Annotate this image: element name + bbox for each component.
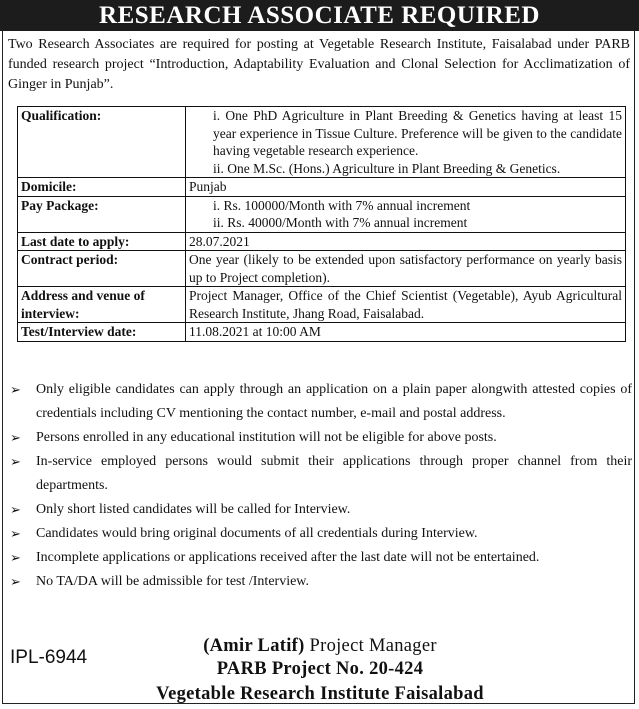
contract-value: One year (likely to be extended upon satisfactory performance on yearly basis up to Project completion).	[186, 251, 626, 287]
signatory-name: (Amir Latif)	[203, 636, 305, 656]
address-value: Project Manager, Office of the Chief Scientist (Vegetable), Ayub Agricultural Research Institute, Jhang Road, Faisalabad.	[186, 287, 626, 323]
last-date-value: 28.07.2021	[186, 232, 626, 251]
arrow-bullet-icon: ➢	[10, 526, 21, 541]
list-item-text: Persons enrolled in any educational institution will not be eligible for above posts.	[36, 430, 497, 445]
table-row	[18, 287, 626, 323]
pay-item-2: ii. Rs. 40000/Month with 7% annual increment	[213, 215, 468, 230]
list-item	[10, 546, 632, 570]
pay-value	[186, 196, 626, 232]
list-item	[10, 522, 632, 546]
pay-label: Pay Package:	[18, 196, 186, 232]
list-item-text: Incomplete applications or applications received after the last date will not be entertained.	[36, 550, 540, 565]
list-item-text: In-service employed persons would submit their applications through proper channel from their departments.	[36, 454, 632, 493]
list-item-text: Candidates would bring original documents of all credentials during Interview.	[36, 526, 478, 541]
table-row	[18, 178, 626, 197]
arrow-bullet-icon: ➢	[10, 454, 21, 469]
conditions-list	[10, 378, 632, 594]
qualification-label: Qualification:	[18, 107, 186, 178]
signatory-title: Project Manager	[309, 636, 437, 656]
table-row	[18, 232, 626, 251]
pay-item-1: i. Rs. 100000/Month with 7% annual increment	[213, 197, 471, 213]
domicile-label: Domicile:	[18, 178, 186, 197]
list-item-text: No TA/DA will be admissible for test /Interview.	[36, 574, 309, 589]
institute-name: Vegetable Research Institute Faisalabad	[156, 684, 484, 704]
arrow-bullet-icon: ➢	[10, 502, 21, 517]
qualification-item-1: i. One PhD Agriculture in Plant Breeding & Genetics having at least 15 year experience in Tissue Culture. Preference will be given to the candidate having vegetable research experience.	[213, 108, 622, 158]
ipl-number: IPL-6944	[10, 647, 88, 668]
list-item	[10, 498, 632, 522]
list-item	[10, 426, 632, 450]
list-item-text: Only short listed candidates will be called for Interview.	[36, 502, 351, 517]
list-item	[10, 378, 632, 426]
arrow-bullet-icon: ➢	[10, 574, 21, 589]
intro-paragraph: Two Research Associates are required for posting at Vegetable Research Institute, Faisalabad under PARB funded research project “Introduction, Adaptability Evaluation and Clonal Selection for Acclimatization of Ginger in Punjab”.	[8, 37, 630, 92]
qualification-value	[186, 107, 626, 178]
table-row	[18, 196, 626, 232]
arrow-bullet-icon: ➢	[10, 382, 21, 397]
domicile-value: Punjab	[186, 178, 626, 197]
arrow-bullet-icon: ➢	[10, 430, 21, 445]
last-date-label: Last date to apply:	[18, 232, 186, 251]
contract-label: Contract period:	[18, 251, 186, 287]
list-item	[10, 450, 632, 498]
list-item	[10, 570, 632, 594]
qualification-item-2: ii. One M.Sc. (Hons.) Agriculture in Plant Breeding & Genetics.	[213, 160, 561, 176]
project-number: PARB Project No. 20-424	[216, 659, 424, 679]
table-row	[18, 251, 626, 287]
table-row	[18, 323, 626, 342]
address-label: Address and venue of interview:	[18, 287, 186, 323]
list-item-text: Only eligible candidates can apply through an application on a plain paper alongwith attested copies of credentials including CV mentioning the contact number, e-mail and postal address.	[36, 382, 632, 421]
table-row	[18, 107, 626, 178]
test-date-value: 11.08.2021 at 10:00 AM	[186, 323, 626, 342]
test-date-label: Test/Interview date:	[18, 323, 186, 342]
signatory-line	[100, 636, 540, 657]
details-table	[17, 106, 626, 342]
page-title: RESEARCH ASSOCIATE REQUIRED	[0, 0, 639, 31]
arrow-bullet-icon: ➢	[10, 550, 21, 565]
